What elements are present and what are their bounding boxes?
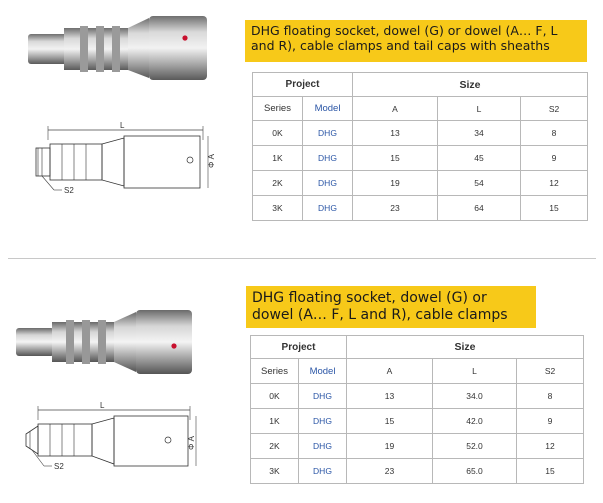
- l-cell: 64: [438, 196, 521, 221]
- diameter-label: Φ A: [187, 436, 196, 450]
- section-title: DHG floating socket, dowel (G) or dowel (A… F, L and R), cable clamps: [246, 286, 536, 328]
- a-cell: 19: [353, 171, 438, 196]
- model-cell: DHG: [299, 384, 347, 409]
- shell-label: S2: [64, 186, 74, 195]
- model-cell: DHG: [303, 121, 353, 146]
- series-cell: 0K: [251, 384, 299, 409]
- column-header-model: Model: [299, 359, 347, 384]
- table-row: [253, 146, 588, 171]
- s2-cell: 15: [521, 196, 588, 221]
- s2-cell: 12: [521, 171, 588, 196]
- connector-photo: [24, 8, 219, 93]
- dimension-drawing: [18, 394, 218, 474]
- l-cell: 42.0: [433, 409, 517, 434]
- table-row: [251, 409, 584, 434]
- red-dot-marker: [182, 35, 187, 40]
- a-cell: 15: [347, 409, 433, 434]
- s2-cell: 8: [521, 121, 588, 146]
- s2-cell: 8: [517, 384, 584, 409]
- l-cell: 65.0: [433, 459, 517, 484]
- project-header: Project: [251, 336, 347, 359]
- table-row: [253, 121, 588, 146]
- model-cell: DHG: [303, 196, 353, 221]
- series-cell: 1K: [253, 146, 303, 171]
- size-header: Size: [347, 336, 584, 359]
- model-cell: DHG: [299, 409, 347, 434]
- shell-label: S2: [54, 462, 64, 471]
- a-cell: 13: [347, 384, 433, 409]
- size-table: [250, 335, 584, 484]
- model-cell: DHG: [299, 434, 347, 459]
- column-header-series: Series: [251, 359, 299, 384]
- column-header-s2: S2: [517, 359, 584, 384]
- length-label: L: [120, 121, 125, 130]
- s2-cell: 12: [517, 434, 584, 459]
- series-cell: 1K: [251, 409, 299, 434]
- l-cell: 45: [438, 146, 521, 171]
- l-cell: 52.0: [433, 434, 517, 459]
- table-row: [251, 384, 584, 409]
- dimension-drawing: [28, 120, 228, 200]
- project-header: Project: [253, 73, 353, 97]
- a-cell: 23: [347, 459, 433, 484]
- table-row: [251, 459, 584, 484]
- a-cell: 15: [353, 146, 438, 171]
- s2-cell: 15: [517, 459, 584, 484]
- red-dot-marker: [171, 343, 176, 348]
- l-cell: 54: [438, 171, 521, 196]
- model-cell: DHG: [299, 459, 347, 484]
- column-header-l: L: [433, 359, 517, 384]
- table-row: [253, 196, 588, 221]
- column-header-model: Model: [303, 97, 353, 121]
- size-header: Size: [353, 73, 588, 97]
- series-cell: 3K: [253, 196, 303, 221]
- diameter-label: Φ A: [207, 154, 216, 168]
- column-header-series: Series: [253, 97, 303, 121]
- a-cell: 23: [353, 196, 438, 221]
- column-header-a: A: [353, 97, 438, 121]
- series-cell: 2K: [251, 434, 299, 459]
- model-cell: DHG: [303, 171, 353, 196]
- size-table: [252, 72, 588, 221]
- l-cell: 34.0: [433, 384, 517, 409]
- connector-photo: [14, 294, 204, 384]
- product-section-2: [0, 266, 603, 503]
- section-divider: [8, 258, 596, 259]
- l-cell: 34: [438, 121, 521, 146]
- section-title: DHG floating socket, dowel (G) or dowel (A… F, L and R), cable clamps and tail caps with sheaths: [245, 20, 587, 62]
- a-cell: 13: [353, 121, 438, 146]
- length-label: L: [100, 401, 105, 410]
- model-cell: DHG: [303, 146, 353, 171]
- product-section-1: [0, 0, 603, 250]
- table-row: [253, 171, 588, 196]
- column-header-s2: S2: [521, 97, 588, 121]
- s2-cell: 9: [521, 146, 588, 171]
- table-row: [251, 434, 584, 459]
- column-header-a: A: [347, 359, 433, 384]
- series-cell: 3K: [251, 459, 299, 484]
- series-cell: 2K: [253, 171, 303, 196]
- series-cell: 0K: [253, 121, 303, 146]
- column-header-l: L: [438, 97, 521, 121]
- s2-cell: 9: [517, 409, 584, 434]
- a-cell: 19: [347, 434, 433, 459]
